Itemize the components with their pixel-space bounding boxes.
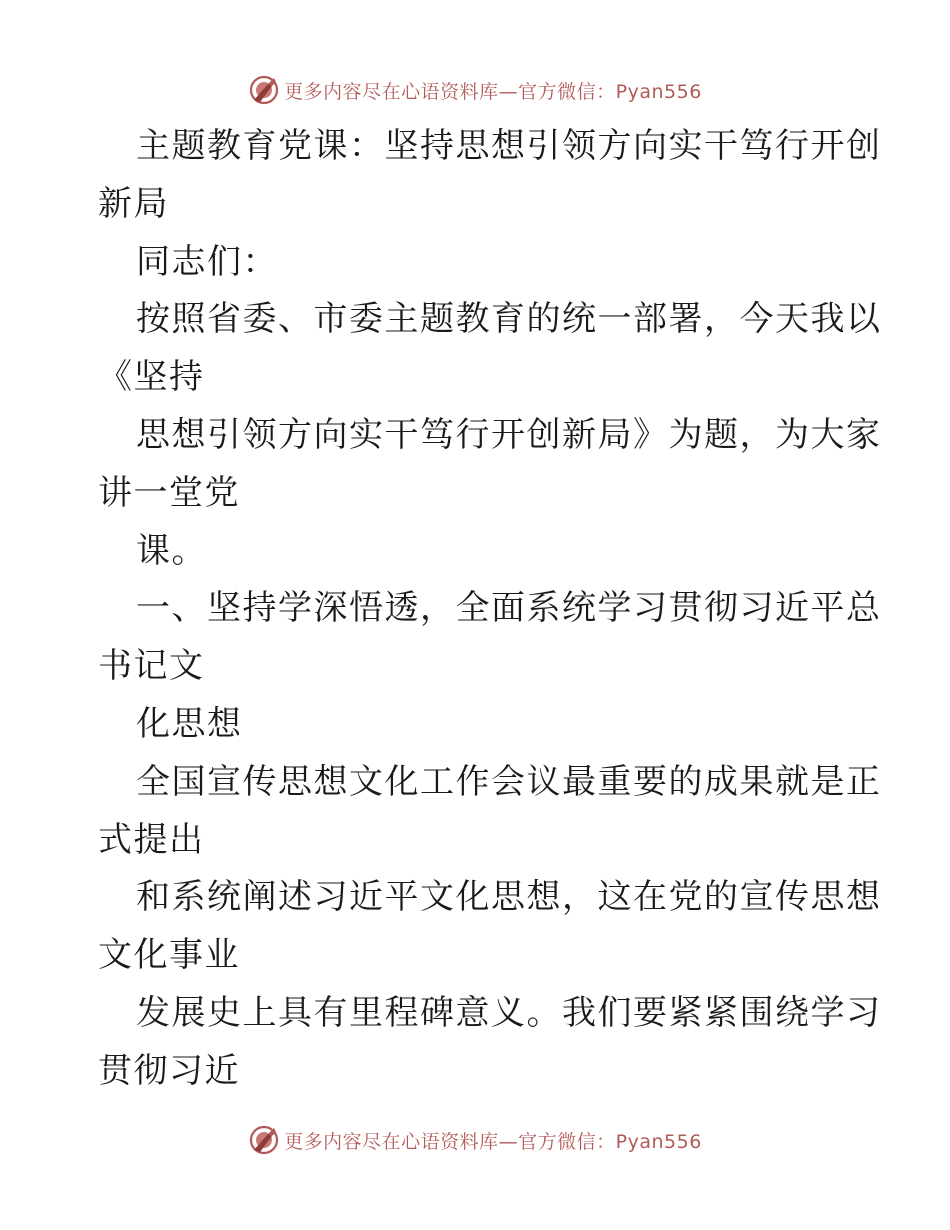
document-line: 全国宣传思想文化工作会议最重要的成果就是正 bbox=[136, 761, 882, 802]
pen-nib-logo-icon bbox=[248, 74, 280, 106]
footer-banner bbox=[0, 1120, 950, 1160]
document-line: 同志们： bbox=[136, 241, 278, 282]
document-line: 和系统阐述习近平文化思想，这在党的宣传思想 bbox=[136, 877, 882, 918]
document-line: 化思想 bbox=[136, 703, 243, 744]
document-line: 按照省委、市委主题教育的统一部署，今天我以 bbox=[136, 299, 882, 340]
footer-banner-text: 更多内容尽在心语资料库—官方微信：Pyan556 bbox=[284, 1130, 702, 1153]
document-line: 书记文 bbox=[98, 646, 205, 687]
document-line: 一、坚持学深悟透，全面系统学习贯彻习近平总 bbox=[136, 588, 882, 629]
document-line: 讲一堂党 bbox=[98, 472, 240, 513]
document-body bbox=[98, 118, 882, 1101]
document-line: 课。 bbox=[136, 530, 207, 571]
document-line: 贯彻习近 bbox=[98, 1050, 240, 1091]
header-banner-text: 更多内容尽在心语资料库—官方微信：Pyan556 bbox=[284, 80, 702, 103]
document-line: 思想引领方向实干笃行开创新局》为题，为大家 bbox=[136, 414, 882, 455]
pen-nib-logo-icon bbox=[248, 1124, 280, 1156]
document-line: 文化事业 bbox=[98, 935, 240, 976]
document-line: 《坚持 bbox=[98, 357, 205, 398]
document-line: 主题教育党课：坚持思想引领方向实干笃行开创 bbox=[136, 126, 882, 166]
document-line: 式提出 bbox=[98, 819, 205, 860]
document-line: 发展史上具有里程碑意义。我们要紧紧围绕学习 bbox=[136, 992, 882, 1033]
header-banner bbox=[0, 70, 950, 110]
document-line: 新局 bbox=[98, 183, 169, 224]
